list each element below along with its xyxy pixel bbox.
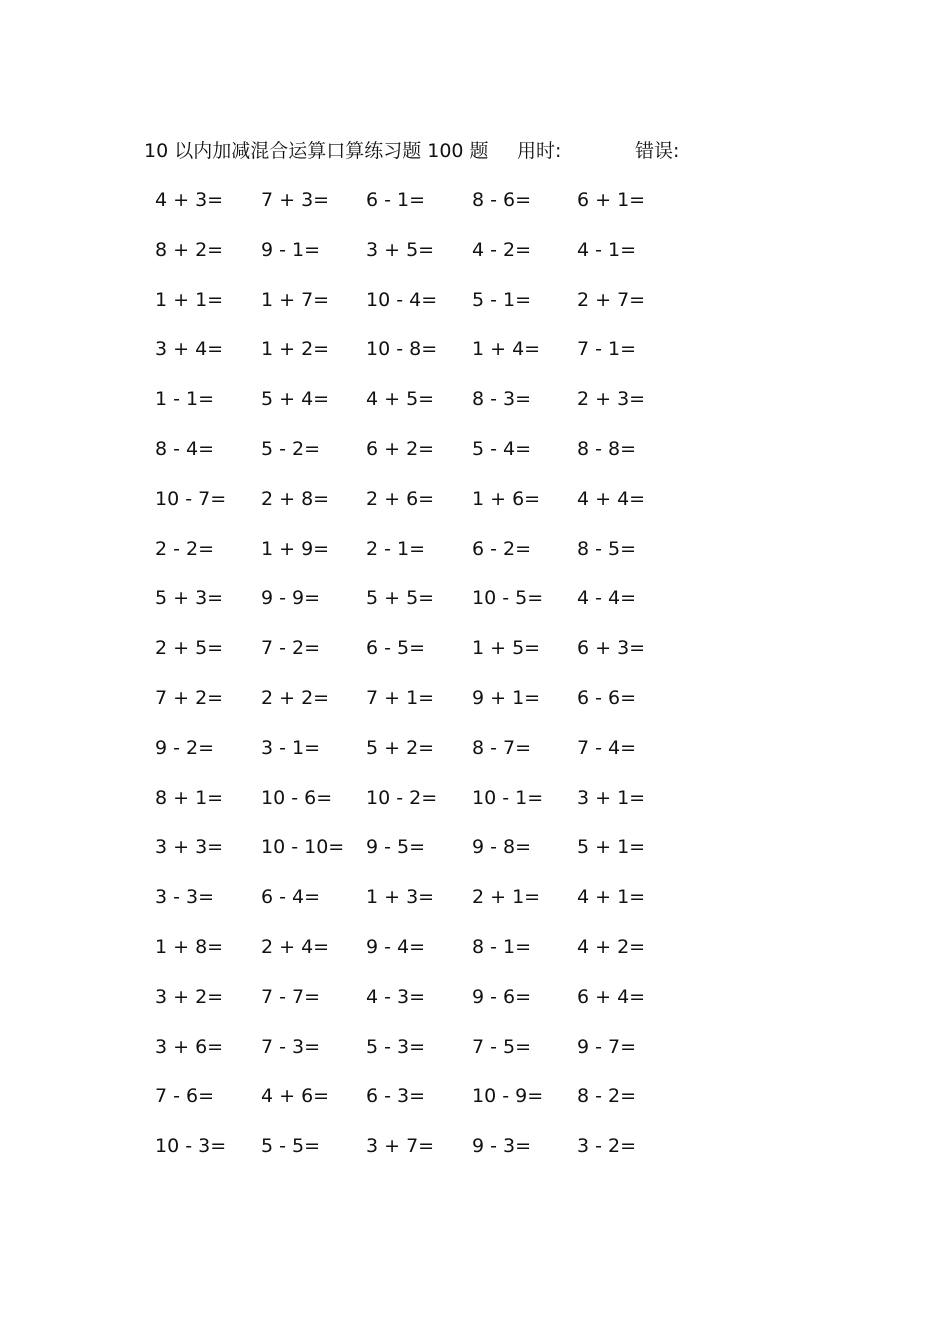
problem-row bbox=[150, 933, 690, 983]
problem-item: 2 + 4= bbox=[261, 935, 330, 958]
problem-item: 2 + 5= bbox=[155, 637, 224, 660]
problem-item: 4 - 4= bbox=[577, 587, 637, 610]
problem-row bbox=[150, 584, 690, 634]
problem-item: 6 - 4= bbox=[261, 886, 321, 909]
problem-row bbox=[150, 833, 690, 883]
problem-grid bbox=[150, 186, 690, 1182]
problem-item: 7 - 1= bbox=[577, 338, 637, 361]
problem-row bbox=[150, 634, 690, 684]
problem-item: 9 - 7= bbox=[577, 1035, 637, 1058]
problem-item: 1 + 1= bbox=[155, 288, 224, 311]
problem-item: 6 + 2= bbox=[366, 437, 435, 460]
problem-row bbox=[150, 784, 690, 834]
problem-item: 6 - 1= bbox=[366, 189, 426, 211]
problem-item: 9 - 2= bbox=[155, 736, 215, 759]
problem-item: 3 + 2= bbox=[155, 985, 224, 1008]
problem-item: 7 - 5= bbox=[472, 1035, 532, 1058]
problem-item: 5 - 2= bbox=[261, 437, 321, 460]
problem-item: 3 + 4= bbox=[155, 338, 224, 361]
problem-item: 5 + 3= bbox=[155, 587, 224, 610]
problem-item: 10 - 2= bbox=[366, 786, 438, 809]
problem-item: 5 - 4= bbox=[472, 437, 532, 460]
problem-item: 1 - 1= bbox=[155, 388, 215, 411]
problem-item: 9 - 5= bbox=[366, 836, 426, 859]
problem-item: 2 - 1= bbox=[366, 537, 426, 560]
problem-item: 9 - 6= bbox=[472, 985, 532, 1008]
problem-item: 2 + 2= bbox=[261, 686, 330, 709]
problem-row bbox=[150, 435, 690, 485]
worksheet-title: 10 以内加减混合运算口算练习题 100 题 bbox=[144, 140, 489, 162]
problem-item: 1 + 5= bbox=[472, 637, 541, 660]
problem-row bbox=[150, 535, 690, 585]
problem-item: 9 - 9= bbox=[261, 587, 321, 610]
problem-item: 10 - 3= bbox=[155, 1135, 227, 1158]
problem-item: 8 + 2= bbox=[155, 238, 224, 261]
problem-item: 10 - 6= bbox=[261, 786, 333, 809]
problem-item: 7 - 7= bbox=[261, 985, 321, 1008]
problem-item: 6 - 2= bbox=[472, 537, 532, 560]
problem-row bbox=[150, 1082, 690, 1132]
problem-item: 3 + 5= bbox=[366, 238, 435, 261]
problem-row bbox=[150, 983, 690, 1033]
problem-item: 10 - 7= bbox=[155, 487, 227, 510]
error-label: 错误: bbox=[635, 140, 680, 162]
problem-item: 2 - 2= bbox=[155, 537, 215, 560]
problem-item: 9 - 1= bbox=[261, 238, 321, 261]
problem-item: 1 + 6= bbox=[472, 487, 541, 510]
problem-item: 2 + 1= bbox=[472, 886, 541, 909]
problem-item: 10 - 5= bbox=[472, 587, 544, 610]
problem-item: 2 + 7= bbox=[577, 288, 646, 311]
problem-item: 6 + 3= bbox=[577, 637, 646, 660]
problem-item: 5 + 1= bbox=[577, 836, 646, 859]
problem-item: 8 - 6= bbox=[472, 189, 532, 211]
problem-row bbox=[150, 485, 690, 535]
problem-row bbox=[150, 385, 690, 435]
problem-item: 5 + 4= bbox=[261, 388, 330, 411]
problem-item: 3 - 1= bbox=[261, 736, 321, 759]
problem-row bbox=[150, 883, 690, 933]
problem-item: 5 + 5= bbox=[366, 587, 435, 610]
problem-item: 3 + 3= bbox=[155, 836, 224, 859]
problem-item: 9 - 4= bbox=[366, 935, 426, 958]
problem-item: 3 - 3= bbox=[155, 886, 215, 909]
problem-item: 7 - 4= bbox=[577, 736, 637, 759]
problem-row bbox=[150, 684, 690, 734]
problem-item: 5 - 1= bbox=[472, 288, 532, 311]
problem-item: 6 - 5= bbox=[366, 637, 426, 660]
problem-row bbox=[150, 1033, 690, 1083]
problem-item: 10 - 9= bbox=[472, 1085, 544, 1108]
problem-item: 7 + 1= bbox=[366, 686, 435, 709]
problem-item: 6 + 1= bbox=[577, 189, 646, 211]
problem-item: 1 + 4= bbox=[472, 338, 541, 361]
problem-item: 4 + 5= bbox=[366, 388, 435, 411]
problem-row bbox=[150, 286, 690, 336]
problem-item: 10 - 8= bbox=[366, 338, 438, 361]
problem-item: 1 + 9= bbox=[261, 537, 330, 560]
problem-item: 4 + 6= bbox=[261, 1085, 330, 1108]
time-label: 用时: bbox=[517, 140, 562, 162]
problem-item: 4 + 1= bbox=[577, 886, 646, 909]
problem-item: 4 - 2= bbox=[472, 238, 532, 261]
problem-item: 7 + 3= bbox=[261, 189, 330, 211]
problem-item: 8 - 3= bbox=[472, 388, 532, 411]
problem-item: 3 + 7= bbox=[366, 1135, 435, 1158]
problem-item: 8 - 1= bbox=[472, 935, 532, 958]
problem-item: 2 + 3= bbox=[577, 388, 646, 411]
problem-item: 1 + 7= bbox=[261, 288, 330, 311]
problem-item: 4 + 3= bbox=[155, 189, 224, 211]
problem-item: 10 - 1= bbox=[472, 786, 544, 809]
problem-item: 10 - 4= bbox=[366, 288, 438, 311]
problem-item: 7 - 2= bbox=[261, 637, 321, 660]
problem-item: 1 + 2= bbox=[261, 338, 330, 361]
problem-item: 5 - 3= bbox=[366, 1035, 426, 1058]
problem-item: 4 - 1= bbox=[577, 238, 637, 261]
problem-row bbox=[150, 186, 690, 236]
problem-row bbox=[150, 335, 690, 385]
problem-item: 10 - 10= bbox=[261, 836, 345, 859]
problem-item: 4 + 4= bbox=[577, 487, 646, 510]
problem-item: 8 + 1= bbox=[155, 786, 224, 809]
problem-item: 6 - 6= bbox=[577, 686, 637, 709]
problem-item: 5 - 5= bbox=[261, 1135, 321, 1158]
problem-item: 7 + 2= bbox=[155, 686, 224, 709]
problem-item: 3 - 2= bbox=[577, 1135, 637, 1158]
problem-item: 8 - 5= bbox=[577, 537, 637, 560]
problem-item: 8 - 7= bbox=[472, 736, 532, 759]
problem-item: 4 + 2= bbox=[577, 935, 646, 958]
problem-item: 5 + 2= bbox=[366, 736, 435, 759]
problem-item: 7 - 3= bbox=[261, 1035, 321, 1058]
problem-item: 6 - 3= bbox=[366, 1085, 426, 1108]
problem-item: 1 + 8= bbox=[155, 935, 224, 958]
problem-row bbox=[150, 236, 690, 286]
problem-item: 9 + 1= bbox=[472, 686, 541, 709]
problem-item: 7 - 6= bbox=[155, 1085, 215, 1108]
problem-item: 8 - 4= bbox=[155, 437, 215, 460]
problem-item: 8 - 2= bbox=[577, 1085, 637, 1108]
problem-item: 3 + 1= bbox=[577, 786, 646, 809]
problem-item: 1 + 3= bbox=[366, 886, 435, 909]
problem-item: 3 + 6= bbox=[155, 1035, 224, 1058]
problem-item: 9 - 8= bbox=[472, 836, 532, 859]
problem-item: 2 + 8= bbox=[261, 487, 330, 510]
problem-row bbox=[150, 1132, 690, 1182]
problem-row bbox=[150, 734, 690, 784]
problem-item: 8 - 8= bbox=[577, 437, 637, 460]
problem-item: 9 - 3= bbox=[472, 1135, 532, 1158]
problem-item: 2 + 6= bbox=[366, 487, 435, 510]
problem-item: 6 + 4= bbox=[577, 985, 646, 1008]
problem-item: 4 - 3= bbox=[366, 985, 426, 1008]
